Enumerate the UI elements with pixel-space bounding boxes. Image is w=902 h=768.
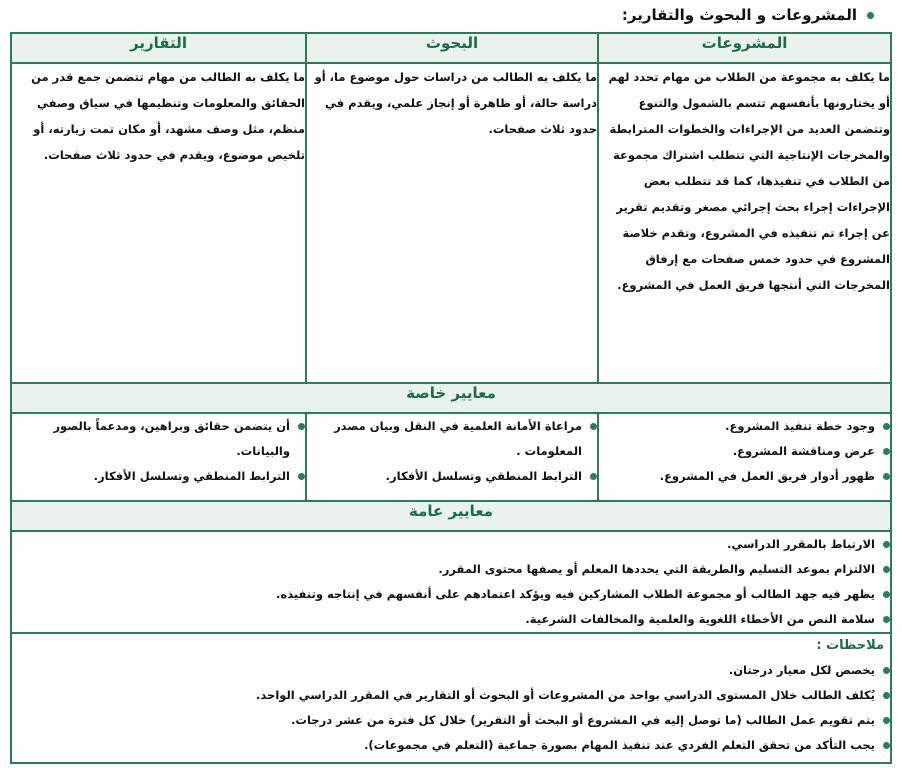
bullet-icon bbox=[883, 423, 890, 430]
bullet-icon bbox=[883, 566, 890, 573]
list-item-text: وجود خطة تنفيذ المشروع. bbox=[725, 419, 875, 433]
list-item-text: سلامة النص من الأخطاء اللغوية والعلمية والمخالفات الشرعية. bbox=[525, 612, 875, 626]
list-item bbox=[12, 607, 890, 632]
research-heading: البحوث bbox=[306, 33, 598, 63]
bullet-icon bbox=[883, 591, 890, 598]
general-criteria-list bbox=[12, 532, 890, 632]
list-item bbox=[599, 439, 890, 464]
list-item bbox=[12, 683, 890, 708]
list-item bbox=[12, 414, 305, 464]
general-criteria-heading-row bbox=[11, 501, 891, 531]
reports-description: ما يكلف به الطالب من مهام تتضمن جمع قدر من الحقائق والمعلومات وتنظيمها في سياق وصفي منظم، مثل وصف مشهد، أو مكان تمت زيارته، أو تلخيص موضوع، ويقدم في حدود ثلاث صفحات. bbox=[11, 63, 306, 383]
list-item-text: ظهور أدوار فريق العمل في المشروع. bbox=[659, 469, 875, 483]
bullet-icon bbox=[883, 742, 890, 749]
bullet-icon bbox=[298, 423, 305, 430]
reports-criteria-list bbox=[12, 414, 305, 489]
reports-criteria-cell bbox=[11, 413, 306, 501]
criteria-table bbox=[10, 32, 892, 764]
list-item bbox=[12, 557, 890, 582]
projects-description: ما يكلف به مجموعة من الطلاب من مهام تحدد لهم أو يختارونها بأنفسهم تتسم بالشمول والتنوع وتتضمن العديد من الإجراءات والخطوات المترابطة والمخرجات الإنتاجية التي تتطلب اشتراك مجموعة من الطلاب في تنفيذها، كما قد تتطلب بعض الإجراءات إجراء بحث إجرائي مصغر وتقديم تقرير عن إجراء تم تنفيذه في المشروع، وتقدم خلاصة المشروع في حدود خمس صفحات مع إرفاق المخرجات التي أنتجها فريق العمل في المشروع. bbox=[598, 63, 891, 383]
list-item-text: الترابط المنطقي وتسلسل الأفكار. bbox=[385, 469, 582, 483]
general-criteria-row bbox=[11, 531, 891, 633]
projects-criteria-list bbox=[599, 414, 890, 489]
reports-heading: التقارير bbox=[11, 33, 306, 63]
list-item-text: أن يتضمن حقائق وبراهين، ومدعماً بالصور والبيانات. bbox=[53, 419, 290, 458]
research-criteria-cell bbox=[306, 413, 598, 501]
list-item bbox=[599, 414, 890, 439]
bullet-icon bbox=[883, 541, 890, 548]
list-item bbox=[12, 733, 890, 758]
list-item bbox=[12, 708, 890, 733]
bullet-icon bbox=[867, 12, 874, 19]
list-item-text: يخصص لكل معيار درجتان. bbox=[728, 663, 875, 677]
special-criteria-heading: معايير خاصة bbox=[11, 383, 891, 413]
notes-heading: ملاحظات : bbox=[816, 638, 884, 653]
document-title-text: المشروعات و البحوث والتقارير: bbox=[621, 6, 857, 24]
general-criteria-heading: معايير عامة bbox=[11, 501, 891, 531]
notes-row bbox=[11, 633, 891, 763]
list-item-text: يتم تقويم عمل الطالب (ما توصل إليه في المشروع أو البحث أو التقرير) خلال كل فترة من عشر درجات. bbox=[291, 713, 875, 727]
column-headers-row bbox=[11, 33, 891, 63]
list-item-text: يجب التأكد من تحقق التعلم الفردي عند تنفيذ المهام بصورة جماعية (التعلم في مجموعات). bbox=[364, 738, 875, 752]
special-criteria-row bbox=[11, 413, 891, 501]
list-item-text: يُكلف الطالب خلال المستوى الدراسي بواحد من المشروعات أو البحوث أو التقارير في المقرر الدراسي الواحد. bbox=[256, 688, 875, 702]
bullet-icon bbox=[883, 616, 890, 623]
descriptions-row bbox=[11, 63, 891, 383]
document-title bbox=[622, 2, 874, 28]
list-item bbox=[12, 464, 305, 489]
research-description: ما يكلف به الطالب من دراسات حول موضوع ما، أو دراسة حالة، أو ظاهرة أو إنجاز علمي، ويقدم في حدود ثلاث صفحات. bbox=[306, 63, 598, 383]
list-item-text: يظهر فيه جهد الطالب أو مجموعة الطلاب المشاركين فيه ويؤكد اعتمادهم على أنفسهم في إنتاجه وتنفيذه. bbox=[276, 587, 875, 601]
bullet-icon bbox=[590, 423, 597, 430]
list-item bbox=[307, 414, 597, 464]
list-item bbox=[12, 658, 890, 683]
list-item bbox=[599, 464, 890, 489]
projects-heading: المشروعات bbox=[598, 33, 891, 63]
bullet-icon bbox=[883, 473, 890, 480]
bullet-icon bbox=[883, 692, 890, 699]
bullet-icon bbox=[883, 667, 890, 674]
bullet-icon bbox=[883, 448, 890, 455]
notes-list bbox=[12, 658, 890, 758]
bullet-icon bbox=[883, 717, 890, 724]
list-item bbox=[307, 464, 597, 489]
list-item bbox=[12, 582, 890, 607]
list-item-text: مراعاة الأمانة العلمية في النقل وبيان مصدر المعلومات . bbox=[334, 419, 582, 458]
special-criteria-heading-row bbox=[11, 383, 891, 413]
list-item-text: الترابط المنطقي وتسلسل الأفكار. bbox=[93, 469, 290, 483]
notes-cell bbox=[11, 633, 891, 763]
projects-criteria-cell bbox=[598, 413, 891, 501]
bullet-icon bbox=[298, 473, 305, 480]
research-criteria-list bbox=[307, 414, 597, 489]
bullet-icon bbox=[590, 473, 597, 480]
general-criteria-cell bbox=[11, 531, 891, 633]
list-item-text: عرض ومناقشة المشروع. bbox=[732, 444, 875, 458]
list-item-text: الارتباط بالمقرر الدراسي. bbox=[727, 537, 875, 551]
list-item bbox=[12, 532, 890, 557]
list-item-text: الالتزام بموعد التسليم والطريقة التي يحددها المعلم أو يصفها محتوى المقرر. bbox=[438, 562, 875, 576]
